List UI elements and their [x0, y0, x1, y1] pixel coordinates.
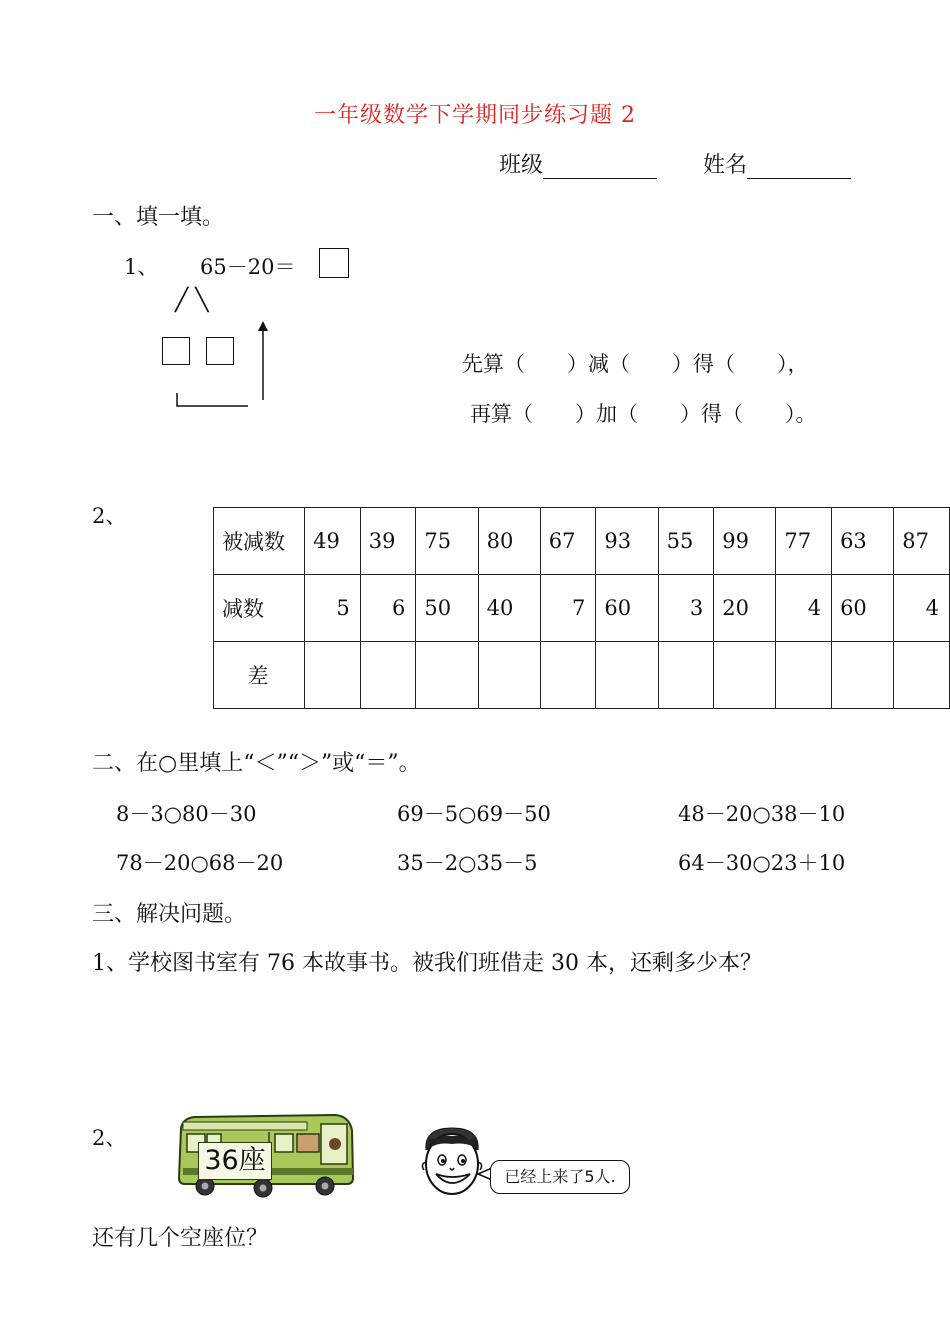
- subtrahend-cell: 7: [540, 575, 596, 642]
- row-header-minuend: 被减数: [214, 508, 305, 575]
- comparison-item: 69－5○69－50: [397, 802, 551, 826]
- table-row: [214, 642, 950, 709]
- subtrahend-cell: 40: [478, 575, 540, 642]
- difference-cell[interactable]: [596, 642, 658, 709]
- comparison-item: 48－20○38－10: [678, 802, 846, 826]
- name-label: 姓名: [703, 153, 748, 178]
- subtrahend-cell: 5: [305, 575, 361, 642]
- subtrahend-cell: 60: [832, 575, 894, 642]
- row-header-subtrahend: 减数: [214, 575, 305, 642]
- class-field: [499, 148, 657, 179]
- minuend-cell: 93: [596, 508, 658, 575]
- section1-heading: 一、填一填。: [92, 205, 225, 230]
- minuend-cell: 99: [714, 508, 776, 575]
- comparison-item: 8－3○80－30: [116, 802, 257, 826]
- comparison-item: 35－2○35－5: [397, 851, 538, 875]
- subtrahend-cell: 4: [776, 575, 832, 642]
- question2-number: 2、: [92, 504, 127, 528]
- subtrahend-cell: 20: [714, 575, 776, 642]
- difference-cell[interactable]: [832, 642, 894, 709]
- minuend-cell: 77: [776, 508, 832, 575]
- page-title: 一年级数学下学期同步练习题 2: [314, 103, 636, 128]
- subtraction-table: [213, 507, 950, 709]
- split-branch: ╱ ╲: [175, 288, 209, 313]
- name-blank[interactable]: [747, 156, 851, 179]
- name-field: [703, 148, 851, 179]
- difference-cell[interactable]: [714, 642, 776, 709]
- subtrahend-cell: 4: [894, 575, 950, 642]
- minuend-cell: 55: [658, 508, 714, 575]
- minuend-cell: 39: [360, 508, 416, 575]
- question1-number: 1、: [124, 255, 159, 279]
- section2-heading: 二、在○里填上“＜”“＞”或“＝”。: [92, 751, 421, 776]
- minuend-cell: 75: [416, 508, 478, 575]
- bus-seat-label: 36座: [198, 1142, 272, 1180]
- difference-cell[interactable]: [360, 642, 416, 709]
- table-row: [214, 508, 950, 575]
- subtrahend-cell: 60: [596, 575, 658, 642]
- question2-number-section3: 2、: [92, 1126, 127, 1150]
- difference-cell[interactable]: [658, 642, 714, 709]
- question1-expression: 65－20＝: [200, 255, 296, 279]
- minuend-cell: 67: [540, 508, 596, 575]
- difference-cell[interactable]: [305, 642, 361, 709]
- table-row: [214, 575, 950, 642]
- difference-cell[interactable]: [416, 642, 478, 709]
- minuend-cell: 87: [894, 508, 950, 575]
- section3-heading: 三、解决问题。: [92, 902, 247, 927]
- minuend-cell: 63: [832, 508, 894, 575]
- class-label: 班级: [499, 153, 544, 178]
- difference-cell[interactable]: [478, 642, 540, 709]
- calculation-arrow: [170, 318, 280, 410]
- subtrahend-cell: 50: [416, 575, 478, 642]
- comparison-item: 78－20○68－20: [116, 851, 284, 875]
- answer-box[interactable]: [319, 248, 349, 278]
- difference-cell[interactable]: [776, 642, 832, 709]
- minuend-cell: 80: [478, 508, 540, 575]
- subtrahend-cell: 6: [360, 575, 416, 642]
- difference-cell[interactable]: [540, 642, 596, 709]
- boy-face-icon: [414, 1122, 494, 1202]
- calc-order-line2: 再算（ ）加（ ）得（ ）。: [470, 402, 817, 426]
- row-header-difference: 差: [214, 642, 305, 709]
- word-problem-2-question: 还有几个空座位？: [92, 1226, 269, 1251]
- class-blank[interactable]: [543, 156, 657, 179]
- word-problem-1: 1、学校图书室有 76 本故事书。被我们班借走 30 本，还剩多少本？: [92, 951, 762, 976]
- subtrahend-cell: 3: [658, 575, 714, 642]
- calc-order-line1: 先算（ ）减（ ）得（ ），: [462, 352, 809, 376]
- minuend-cell: 49: [305, 508, 361, 575]
- difference-cell[interactable]: [894, 642, 950, 709]
- speech-bubble: 已经上来了5人.: [490, 1160, 630, 1194]
- comparison-item: 64－30○23＋10: [678, 851, 846, 875]
